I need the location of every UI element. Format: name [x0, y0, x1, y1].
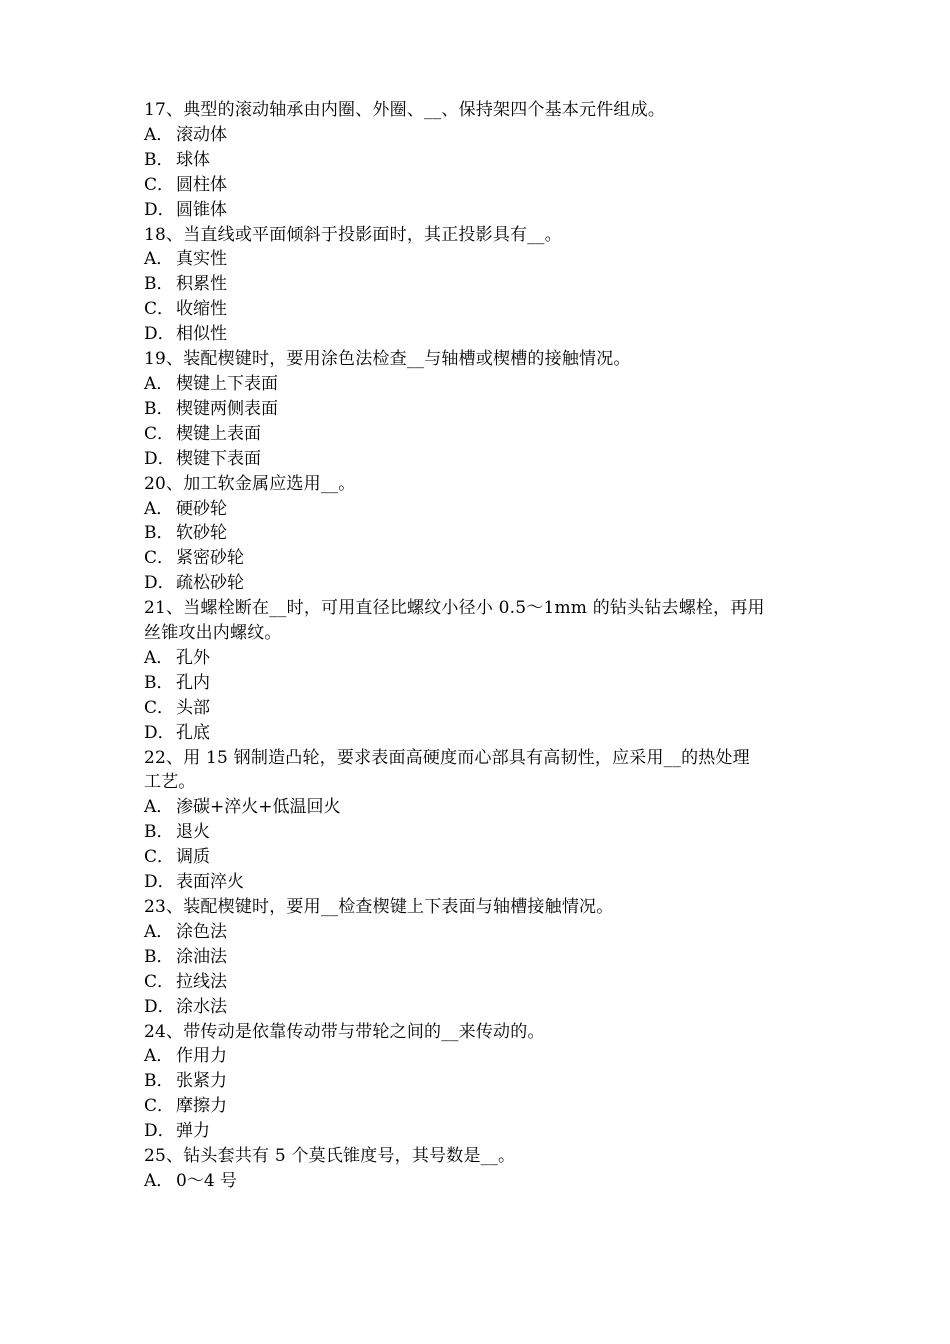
- question-22-option-c: [144, 845, 809, 870]
- option-letter: D．: [144, 872, 175, 893]
- question-18-option-b: [144, 272, 809, 297]
- option-text: 孔内: [176, 672, 210, 693]
- option-letter: A．: [144, 249, 174, 270]
- option-text: 渗碳+淬火+低温回火: [176, 797, 341, 818]
- option-letter: B．: [144, 274, 174, 295]
- option-letter: B．: [144, 398, 174, 419]
- question-18-stem: 18、当直线或平面倾斜于投影面时，其正投影具有__。: [144, 224, 562, 245]
- question-21-stem-line-2: 丝锥攻出内螺纹。: [144, 623, 282, 644]
- question-21-option-d: [144, 721, 809, 746]
- option-letter: A．: [144, 1170, 174, 1191]
- option-text: 0～4 号: [176, 1170, 238, 1191]
- option-letter: D．: [144, 1121, 175, 1142]
- option-text: 相似性: [176, 324, 227, 345]
- question-19-option-d: [144, 447, 809, 472]
- question-20-option-d: [144, 571, 809, 596]
- option-text: 圆锥体: [176, 199, 227, 220]
- option-letter: C．: [144, 697, 175, 718]
- question-17-option-c: [144, 173, 809, 198]
- option-text: 楔键上下表面: [176, 373, 278, 394]
- question-20-option-a: [144, 497, 809, 522]
- question-17-stem: 17、典型的滚动轴承由内圈、外圈、__、保持架四个基本元件组成。: [144, 100, 666, 120]
- question-24-option-b: [144, 1069, 809, 1094]
- option-letter: C．: [144, 299, 175, 320]
- document-page: [144, 98, 809, 1194]
- question-19-stem: 19、装配楔键时，要用涂色法检查__与轴槽或楔槽的接触情况。: [144, 349, 631, 370]
- option-letter: A．: [144, 124, 174, 145]
- option-letter: B．: [144, 1071, 174, 1092]
- option-text: 涂油法: [176, 946, 227, 967]
- question-23-option-b: [144, 945, 809, 970]
- option-text: 收缩性: [176, 299, 227, 320]
- option-letter: D．: [144, 199, 175, 220]
- question-24-option-a: [144, 1044, 809, 1069]
- option-letter: D．: [144, 573, 175, 594]
- option-text: 涂色法: [176, 921, 227, 942]
- option-letter: A．: [144, 498, 174, 519]
- question-21-option-a: [144, 646, 809, 671]
- option-letter: C．: [144, 548, 175, 569]
- option-letter: A．: [144, 921, 174, 942]
- option-letter: B．: [144, 822, 174, 843]
- question-19-option-b: [144, 397, 809, 422]
- question-20-stem: 20、加工软金属应选用__。: [144, 473, 356, 494]
- option-text: 拉线法: [176, 971, 227, 992]
- option-text: 圆柱体: [176, 174, 227, 195]
- question-23-option-d: [144, 995, 809, 1020]
- question-25-option-a: [144, 1169, 809, 1194]
- option-letter: A．: [144, 1046, 174, 1067]
- option-text: 硬砂轮: [176, 498, 227, 519]
- option-text: 退火: [176, 822, 210, 843]
- option-letter: C．: [144, 174, 175, 195]
- question-24-option-c: [144, 1094, 809, 1119]
- option-text: 球体: [176, 149, 210, 170]
- option-text: 紧密砂轮: [176, 548, 244, 569]
- question-21-option-c: [144, 696, 809, 721]
- option-text: 张紧力: [176, 1071, 227, 1092]
- question-21-option-b: [144, 671, 809, 696]
- option-text: 滚动体: [176, 124, 227, 145]
- option-text: 头部: [176, 697, 210, 718]
- option-letter: D．: [144, 996, 175, 1017]
- question-22-stem-line-2: 工艺。: [144, 772, 196, 793]
- question-21-stem-line-1: 21、当螺栓断在__时，可用直径比螺纹小径小 0.5～1mm 的钻头钻去螺栓，再用: [144, 598, 765, 619]
- option-letter: B．: [144, 672, 174, 693]
- question-23-option-c: [144, 970, 809, 995]
- option-text: 孔外: [176, 647, 210, 668]
- option-letter: A．: [144, 797, 174, 818]
- option-text: 软砂轮: [176, 523, 227, 544]
- option-text: 楔键两侧表面: [176, 398, 278, 419]
- question-18-option-c: [144, 297, 809, 322]
- question-23-stem: 23、装配楔键时，要用__检查楔键上下表面与轴槽接触情况。: [144, 897, 614, 917]
- option-letter: C．: [144, 1096, 175, 1117]
- option-text: 楔键上表面: [176, 423, 261, 444]
- option-text: 表面淬火: [176, 872, 244, 893]
- question-20-option-c: [144, 546, 809, 571]
- question-20-option-b: [144, 521, 809, 546]
- option-letter: D．: [144, 324, 175, 345]
- option-letter: A．: [144, 647, 174, 668]
- option-text: 调质: [176, 847, 210, 868]
- option-letter: D．: [144, 448, 175, 469]
- question-22-option-d: [144, 870, 809, 895]
- question-19-option-a: [144, 372, 809, 397]
- option-letter: C．: [144, 971, 175, 992]
- question-18-option-a: [144, 247, 809, 272]
- option-letter: C．: [144, 847, 175, 868]
- option-text: 楔键下表面: [176, 448, 261, 469]
- question-17-option-a: [144, 123, 809, 148]
- option-text: 疏松砂轮: [176, 573, 244, 594]
- option-text: 摩擦力: [176, 1096, 227, 1117]
- option-letter: A．: [144, 373, 174, 394]
- question-25-stem: 25、钻头套共有 5 个莫氏锥度号，其号数是__。: [144, 1146, 516, 1167]
- option-letter: B．: [144, 946, 174, 967]
- option-letter: B．: [144, 149, 174, 170]
- option-text: 孔底: [176, 722, 210, 743]
- question-22-stem-line-1: 22、用 15 钢制造凸轮，要求表面高硬度而心部具有高韧性，应采用__的热处理: [144, 747, 750, 768]
- question-17-option-d: [144, 198, 809, 223]
- question-18-option-d: [144, 322, 809, 347]
- option-letter: D．: [144, 722, 175, 743]
- question-24-option-d: [144, 1119, 809, 1144]
- option-letter: C．: [144, 423, 175, 444]
- question-24-stem: 24、带传动是依靠传动带与带轮之间的__来传动的。: [144, 1021, 545, 1042]
- option-text: 作用力: [176, 1046, 227, 1067]
- question-22-option-b: [144, 820, 809, 845]
- option-text: 弹力: [176, 1121, 210, 1142]
- option-text: 涂水法: [176, 996, 227, 1017]
- option-text: 积累性: [176, 274, 227, 295]
- question-23-option-a: [144, 920, 809, 945]
- question-22-option-a: [144, 795, 809, 820]
- question-19-option-c: [144, 422, 809, 447]
- option-letter: B．: [144, 523, 174, 544]
- question-17-option-b: [144, 148, 809, 173]
- option-text: 真实性: [176, 249, 227, 270]
